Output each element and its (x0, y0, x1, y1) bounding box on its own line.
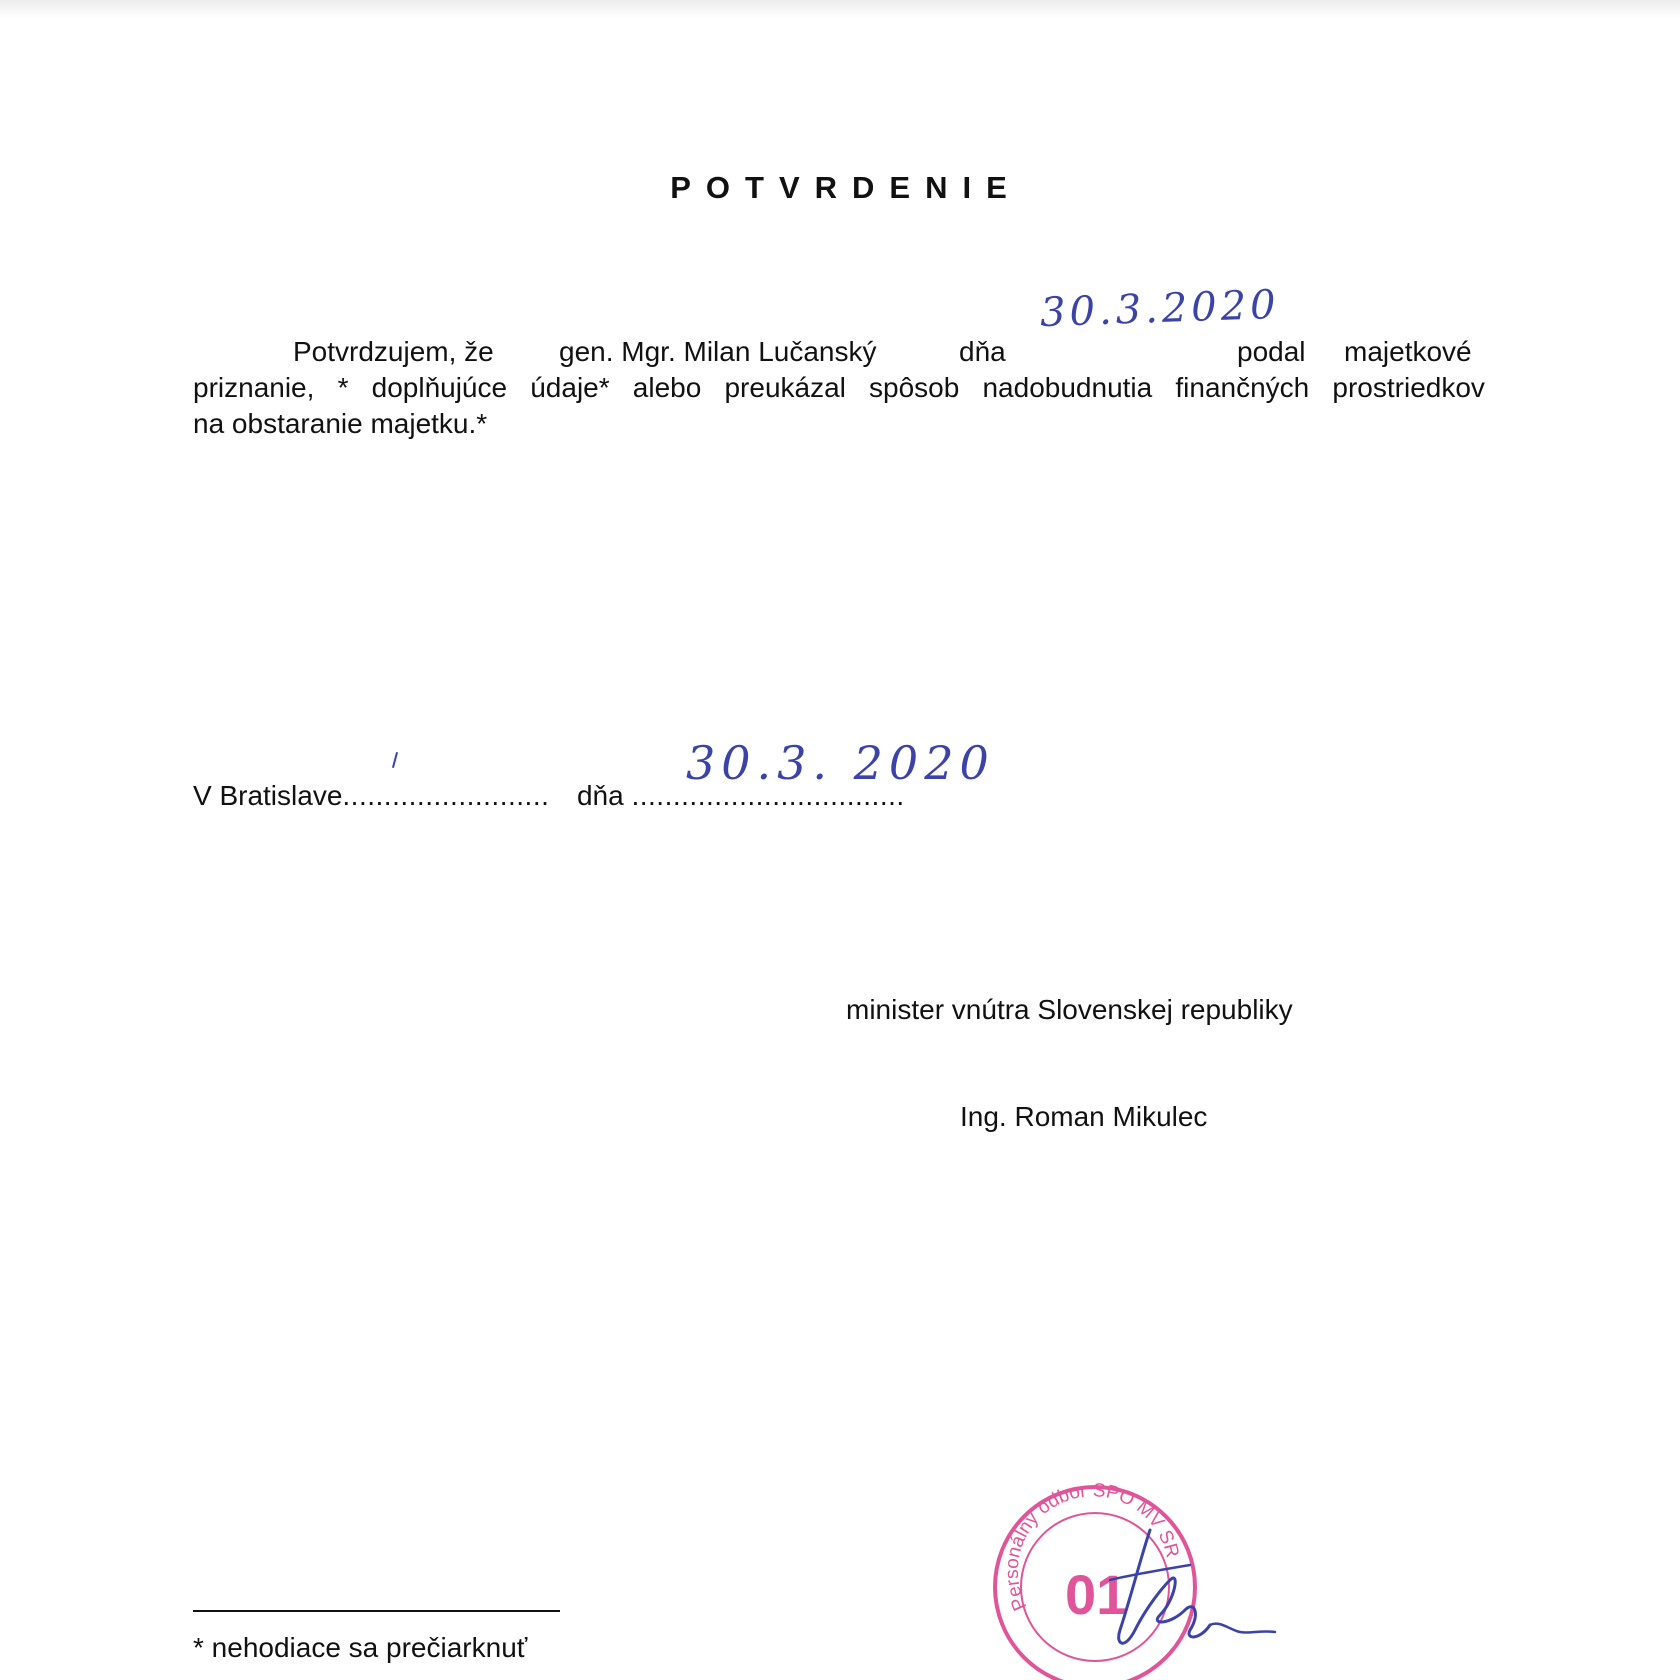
line2-word: * (337, 372, 349, 403)
place-date-line (193, 780, 905, 812)
stamp-number: 01 (1065, 1563, 1128, 1626)
line2-word: nadobudnutia (982, 372, 1153, 403)
date-dots: ................................. (631, 780, 905, 811)
line2-word: prostriedkov (1332, 372, 1485, 403)
line2-word: preukázal (724, 372, 846, 403)
scan-top-shade (0, 0, 1680, 18)
line2-word: doplňujúce (371, 372, 508, 403)
line2-word: spôsob (869, 372, 960, 403)
date-label: dňa (959, 336, 1006, 367)
paragraph-line-3: na obstaranie majetku.* (193, 408, 488, 439)
signatory-title: minister vnútra Slovenskej republiky (846, 994, 1293, 1025)
paragraph-intro: Potvrdzujem, že (293, 336, 494, 367)
signatory-name: Ing. Roman Mikulec (960, 1101, 1208, 1132)
place-date-label: dňa (576, 780, 624, 811)
person-name: gen. Mgr. Milan Lučanský (559, 336, 877, 367)
line2-word: priznanie, (193, 372, 315, 403)
line2-word: údaje* (530, 372, 610, 403)
handwritten-date-place: 30.3. 2020 (686, 736, 995, 790)
paragraph-line-2 (193, 370, 1485, 406)
line2-word: alebo (632, 372, 702, 403)
line2-word: finančných (1175, 372, 1310, 403)
place-label: V Bratislave (193, 780, 343, 811)
word-majetkove: majetkové (1344, 336, 1472, 367)
document-title: POTVRDENIE (670, 170, 1022, 205)
signature (1090, 1520, 1290, 1680)
footnote-rule (193, 1610, 560, 1612)
stamp-text: Personálny odbor SPO MV SR (1001, 1482, 1183, 1614)
place-dots: ......................... (342, 780, 550, 811)
word-podal: podal (1237, 336, 1306, 367)
footnote: * nehodiace sa prečiarknuť (193, 1632, 528, 1663)
handwritten-tick-mark (392, 752, 398, 768)
handwritten-date-submission: 30.3.2020 (1039, 281, 1281, 337)
